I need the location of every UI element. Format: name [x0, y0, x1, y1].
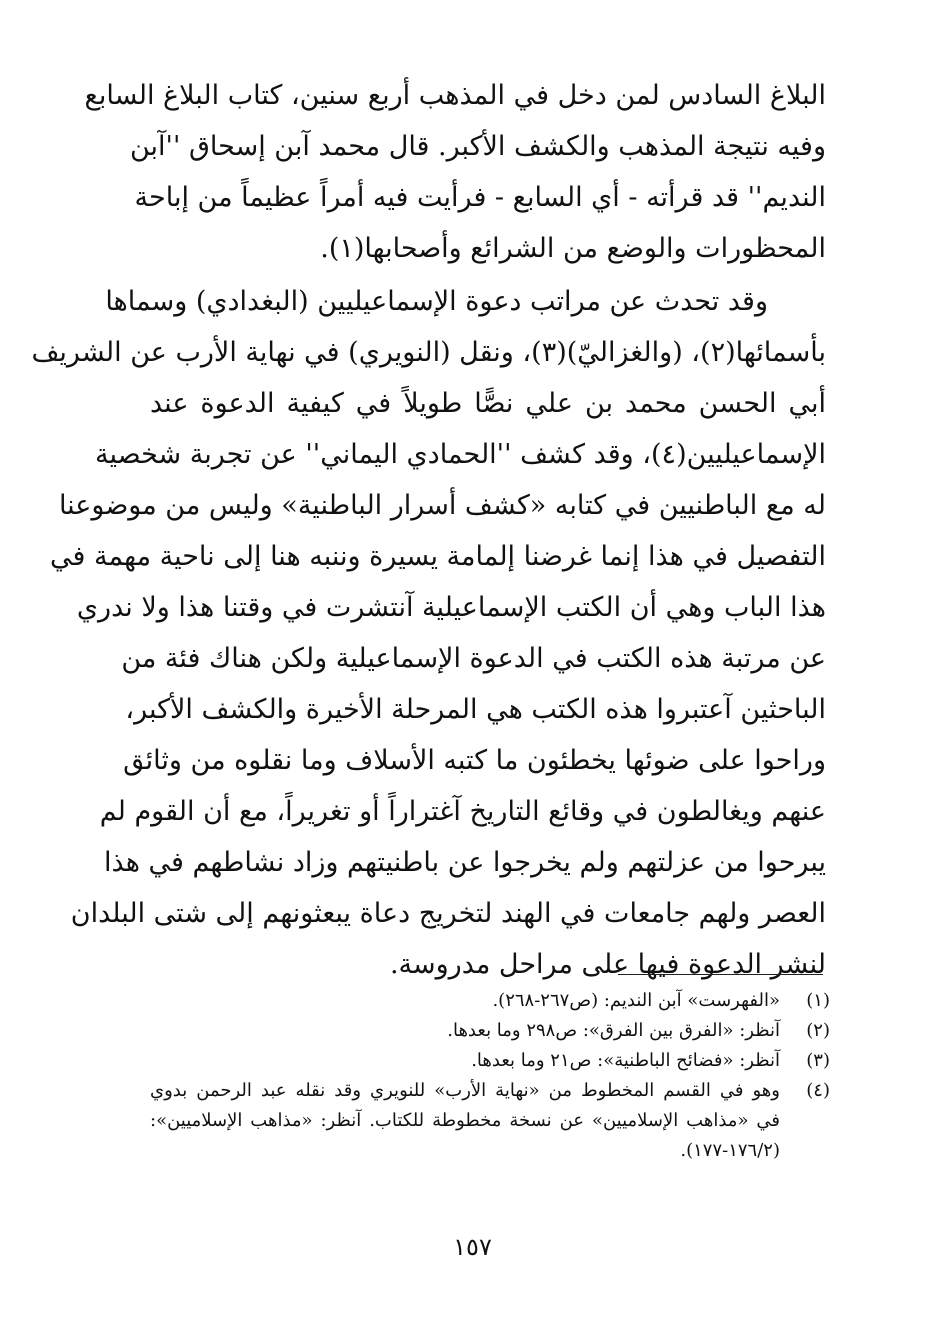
footnote-text: آنظر: «فضائح الباطنية»: ص٢١ وما بعدها.	[471, 1050, 780, 1071]
footnote-number: (٣)	[806, 1050, 830, 1071]
text-line: المحظورات والوضع من الشرائع وأصحابها(١).	[320, 233, 826, 264]
footnote-text: «الفهرست» آبن النديم: (ص٢٦٧-٢٦٨).	[492, 990, 780, 1011]
text-line: هذا الباب وهي أن الكتب الإسماعيلية آنتشرت في وقتنا هذا ولا ندري	[76, 592, 826, 623]
footnote-1	[150, 986, 830, 1016]
footnote-2	[150, 1016, 830, 1046]
text-line: وفيه نتيجة المذهب والكشف الأكبر. قال محمد آبن إسحاق ''آبن	[129, 131, 826, 162]
footnote-number: (٤)	[806, 1080, 830, 1101]
footnote-3	[150, 1046, 830, 1076]
text-line: يبرحوا من عزلتهم ولم يخرجوا عن باطنيتهم وزاد نشاطهم في هذا	[104, 847, 826, 878]
text-line: الباحثين آعتبروا هذه الكتب هي المرحلة الأخيرة والكشف الأكبر،	[125, 694, 826, 725]
footnote-text: في «مذاهب الإسلاميين» عن نسخة مخطوطة للكتاب. آنظر: «مذاهب الإسلاميين»:	[150, 1110, 780, 1131]
text-line: وراحوا على ضوئها يخطئون ما كتبه الأسلاف وما نقلوه من وثائق	[123, 745, 826, 776]
footnote-number: (٢)	[806, 1020, 830, 1041]
footnote-text: (١٧٦/٢-١٧٧).	[680, 1140, 780, 1161]
page-number: ١٥٧	[453, 1233, 492, 1261]
text-line: بأسمائها(٢)، (والغزاليّ)(٣)، ونقل (النويري) في نهاية الأرب عن الشريف	[31, 337, 826, 368]
text-line: الإسماعيليين(٤)، وقد كشف ''الحمادي اليماني'' عن تجربة شخصية	[95, 439, 826, 470]
body-paragraph-2	[31, 276, 826, 990]
text-line: عنهم ويغالطون في وقائع التاريخ آغتراراً أو تغريراً، مع أن القوم لم	[99, 796, 826, 827]
footnote-text: آنظر: «الفرق بين الفرق»: ص٢٩٨ وما بعدها.	[447, 1020, 780, 1041]
footnote-number: (١)	[806, 990, 830, 1011]
text-line: أبي الحسن محمد بن علي نصًّا طويلاً في كيفية الدعوة عند	[150, 388, 826, 419]
text-line: النديم'' قد قرأته - أي السابع - فرأيت فيه أمراً عظيماً من إباحة	[134, 182, 826, 213]
text-line: عن مرتبة هذه الكتب في الدعوة الإسماعيلية ولكن هناك فئة من	[121, 643, 826, 674]
footnote-4	[150, 1076, 830, 1166]
text-line: العصر ولهم جامعات في الهند لتخريج دعاة يبعثونهم إلى شتى البلدان	[70, 898, 826, 929]
footnote-text: وهو في القسم المخطوط من «نهاية الأرب» للنويري وقد نقله عبد الرحمن بدوي	[150, 1080, 780, 1101]
body-paragraph-1	[84, 70, 826, 274]
footnote-separator	[618, 974, 823, 975]
text-line: التفصيل في هذا إنما غرضنا إلمامة يسيرة وننبه هنا إلى ناحية مهمة في	[50, 541, 826, 572]
text-line: وقد تحدث عن مراتب دعوة الإسماعيليين (البغدادي) وسماها	[105, 286, 768, 317]
text-line: البلاغ السادس لمن دخل في المذهب أربع سنين، كتاب البلاغ السابع	[84, 80, 826, 111]
text-line: له مع الباطنيين في كتابه «كشف أسرار الباطنية» وليس من موضوعنا	[58, 490, 826, 521]
text-line: لنشر الدعوة فيها على مراحل مدروسة.	[389, 949, 826, 980]
footnotes	[150, 986, 830, 1166]
